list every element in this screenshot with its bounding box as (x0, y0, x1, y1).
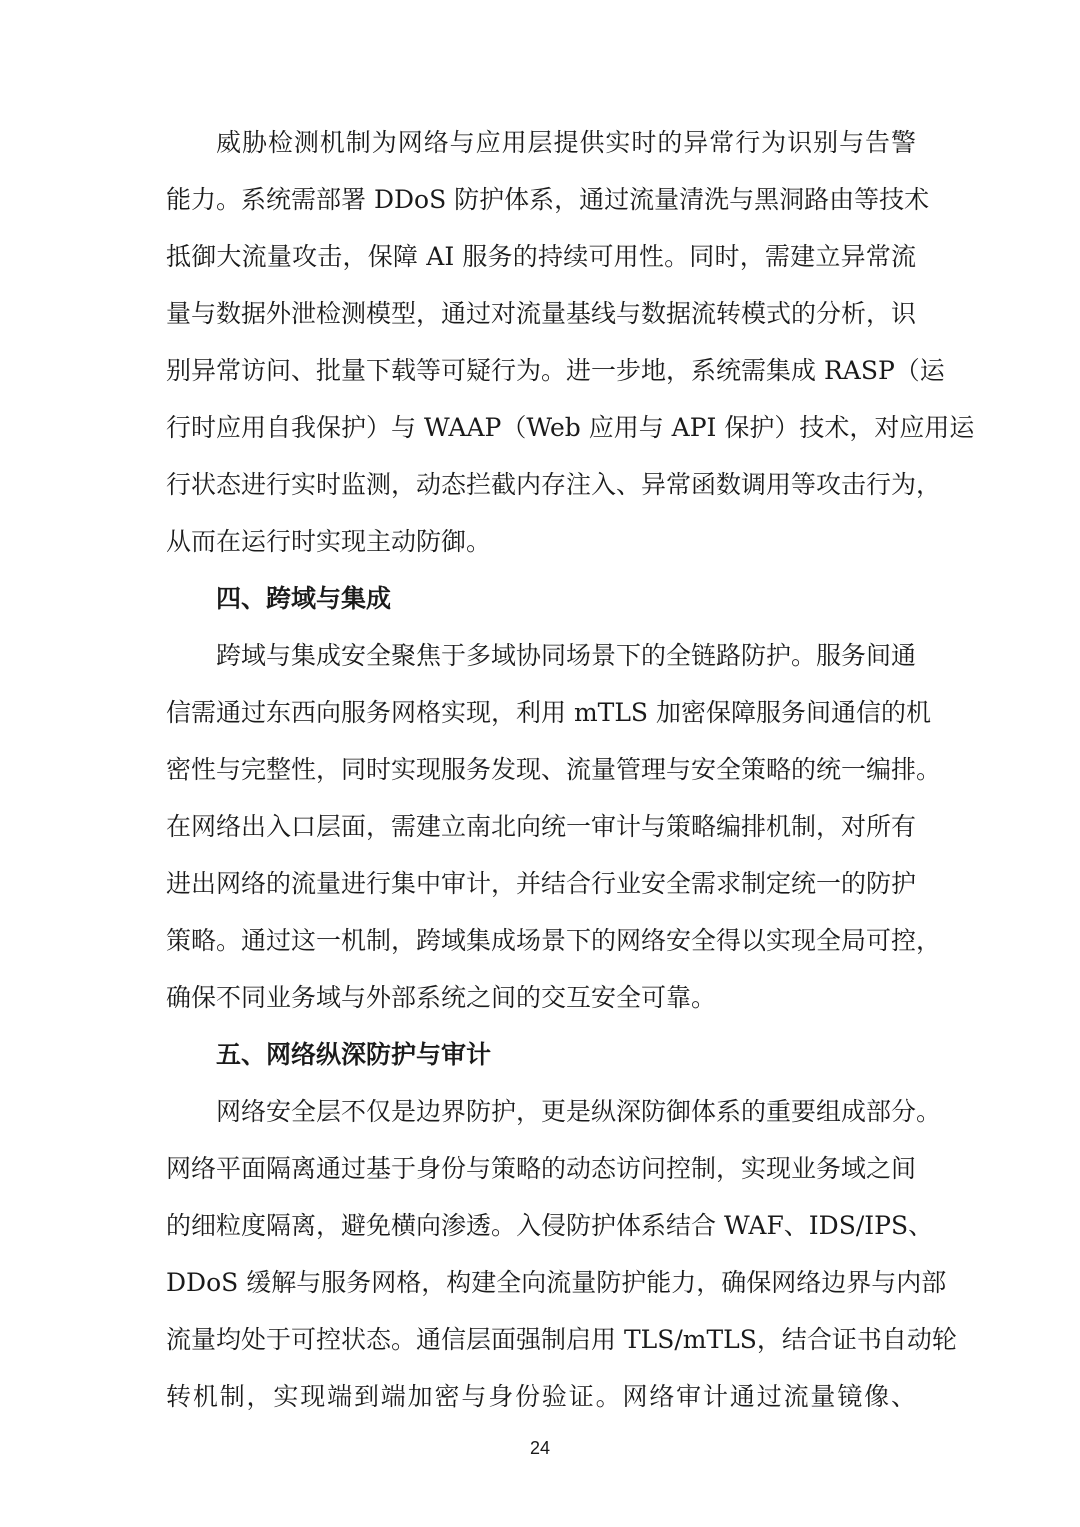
paragraph-line: 网络安全层不仅是边界防护，更是纵深防御体系的重要组成部分。 (216, 1097, 942, 1126)
paragraph-line: 转机制，实现端到端加密与身份验证。网络审计通过流量镜像、 (166, 1382, 916, 1411)
paragraph-line: 行时应用自我保护）与 WAAP（Web 应用与 API 保护）技术，对应用运 (166, 413, 975, 442)
section-heading: 四、跨域与集成 (216, 584, 392, 613)
paragraph-line: 跨域与集成安全聚焦于多域协同场景下的全链路防护。服务间通 (216, 641, 917, 670)
paragraph-line: 进出网络的流量进行集中审计，并结合行业安全需求制定统一的防护 (166, 869, 917, 898)
paragraph-line: 的细粒度隔离，避免横向渗透。入侵防护体系结合 WAF、IDS/IPS、 (166, 1211, 934, 1240)
paragraph-line: 策略。通过这一机制，跨域集成场景下的网络安全得以实现全局可控， (166, 926, 942, 955)
paragraph-line: 抵御大流量攻击，保障 AI 服务的持续可用性。同时，需建立异常流 (166, 242, 916, 271)
paragraph-line: 网络平面隔离通过基于身份与策略的动态访问控制，实现业务域之间 (166, 1154, 917, 1183)
paragraph-line: 确保不同业务域与外部系统之间的交互安全可靠。 (166, 983, 717, 1012)
paragraph-line: 威胁检测机制为网络与应用层提供实时的异常行为识别与告警 (216, 128, 916, 157)
paragraph-line: DDoS 缓解与服务网格，构建全向流量防护能力，确保网络边界与内部 (166, 1268, 947, 1297)
paragraph-line: 信需通过东西向服务网格实现，利用 mTLS 加密保障服务间通信的机 (166, 698, 932, 727)
paragraph-line: 流量均处于可控状态。通信层面强制启用 TLS/mTLS，结合证书自动轮 (166, 1325, 957, 1354)
paragraph-line: 量与数据外泄检测模型，通过对流量基线与数据流转模式的分析，识 (166, 299, 917, 328)
paragraph-line: 别异常访问、批量下载等可疑行为。进一步地，系统需集成 RASP（运 (166, 356, 945, 385)
paragraph-line: 能力。系统需部署 DDoS 防护体系，通过流量清洗与黑洞路由等技术 (166, 185, 930, 214)
page-number: 24 (529, 1438, 551, 1458)
paragraph-line: 密性与完整性，同时实现服务发现、流量管理与安全策略的统一编排。 (166, 755, 942, 784)
paragraph-line: 在网络出入口层面，需建立南北向统一审计与策略编排机制，对所有 (166, 812, 917, 841)
paragraph-line: 从而在运行时实现主动防御。 (166, 527, 492, 556)
paragraph-line: 行状态进行实时监测，动态拦截内存注入、异常函数调用等攻击行为， (166, 470, 942, 499)
section-heading: 五、网络纵深防护与审计 (216, 1040, 492, 1069)
